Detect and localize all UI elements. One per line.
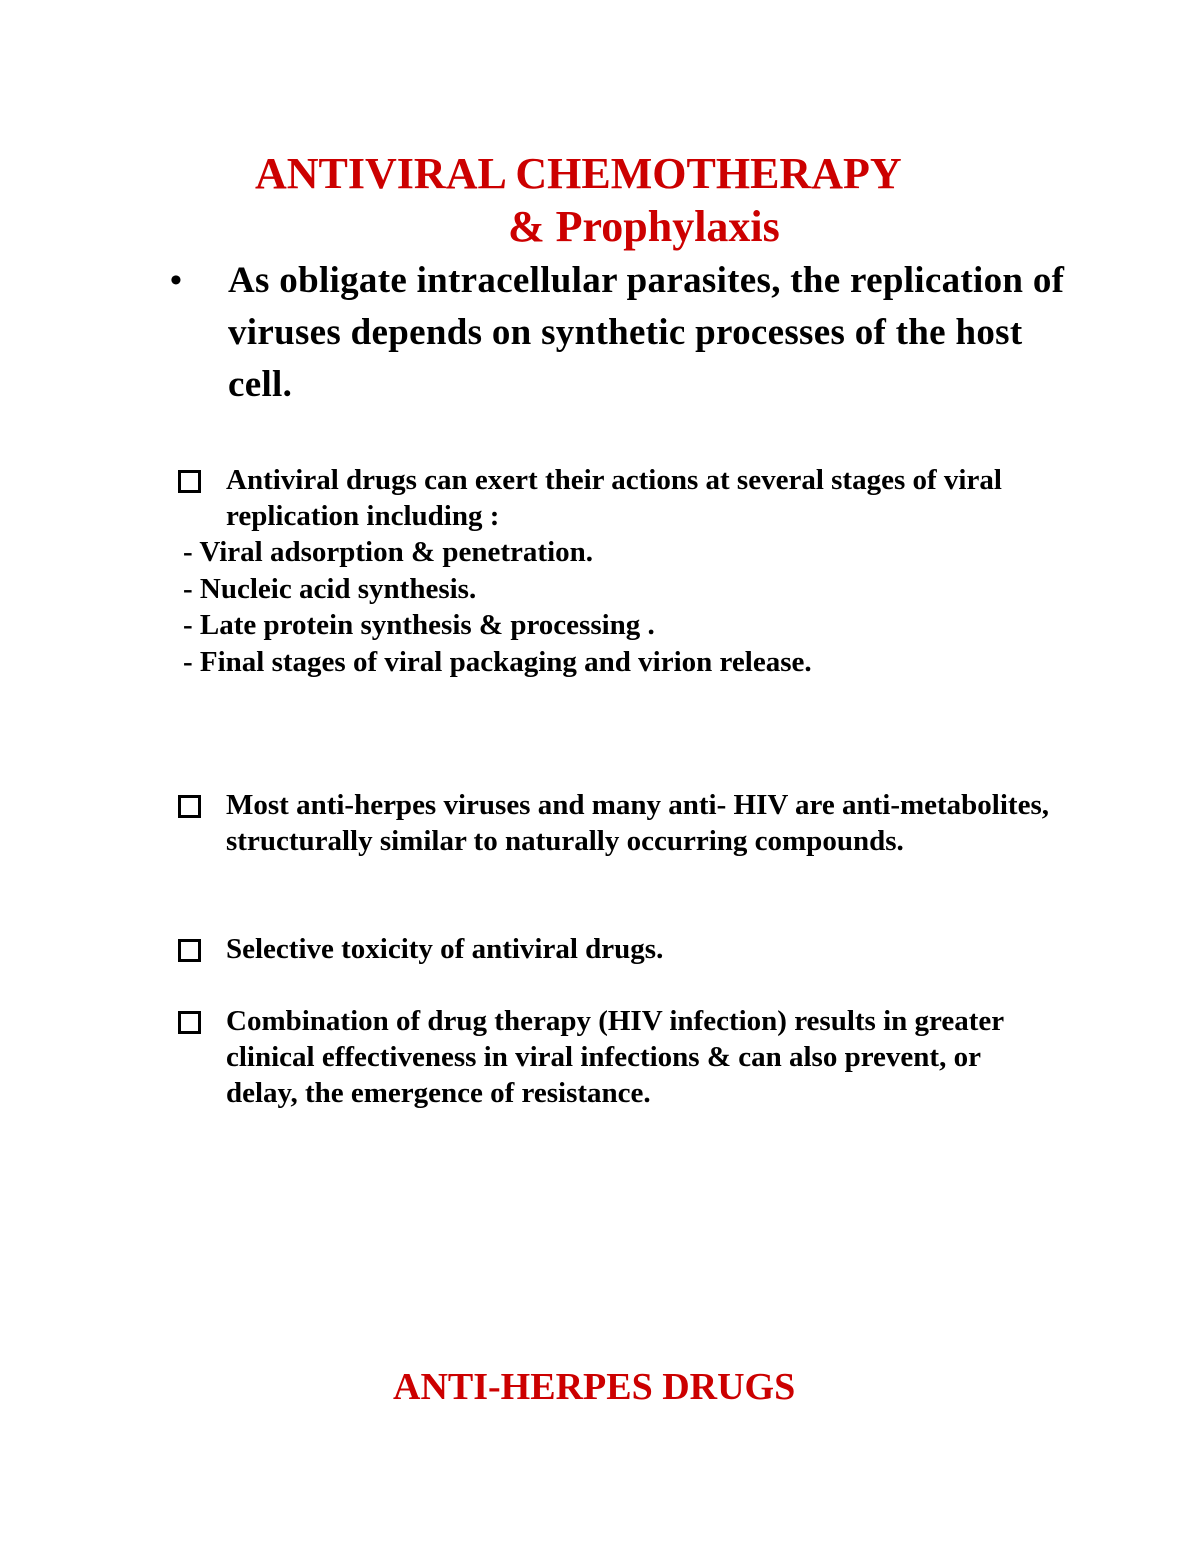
checkbox-square-icon — [178, 470, 201, 493]
checkbox-square-icon — [178, 939, 201, 962]
document-subtitle: & Prophylaxis — [508, 202, 780, 251]
intro-text: As obligate intracellular parasites, the replication of viruses depends on synthetic processes of the host cell. — [228, 260, 1065, 405]
checkbox-square-icon — [178, 795, 201, 818]
sub-list-item: - Late protein synthesis & processing . — [183, 609, 655, 641]
sub-list-item: - Final stages of viral packaging and virion release. — [183, 645, 812, 678]
list-item — [178, 1003, 1058, 1111]
list-item-text: Antiviral drugs can exert their actions at several stages of viral replication including : — [226, 464, 1002, 532]
intro-paragraph — [170, 255, 1070, 411]
replication-stages-list — [183, 534, 812, 680]
sub-list-item: - Viral adsorption & penetration. — [183, 536, 594, 568]
sub-list-item: - Nucleic acid synthesis. — [183, 572, 477, 605]
list-item-text: Selective toxicity of antiviral drugs. — [226, 933, 664, 965]
list-item-text: Combination of drug therapy (HIV infection) results in greater clinical effectiveness in viral infections & can also prevent, or delay, the emergence of resistance. — [226, 1005, 1004, 1109]
list-item — [178, 787, 1058, 859]
document-title: ANTIVIRAL CHEMOTHERAPY — [255, 149, 902, 198]
list-item — [178, 462, 1058, 534]
bullet-icon: • — [170, 262, 183, 299]
list-item — [178, 931, 1058, 967]
checkbox-square-icon — [178, 1011, 201, 1034]
list-item-text: Most anti-herpes viruses and many anti- HIV are anti-metabolites, structurally similar to naturally occurring compounds. — [226, 789, 1049, 857]
section-heading: ANTI-HERPES DRUGS — [393, 1366, 796, 1408]
